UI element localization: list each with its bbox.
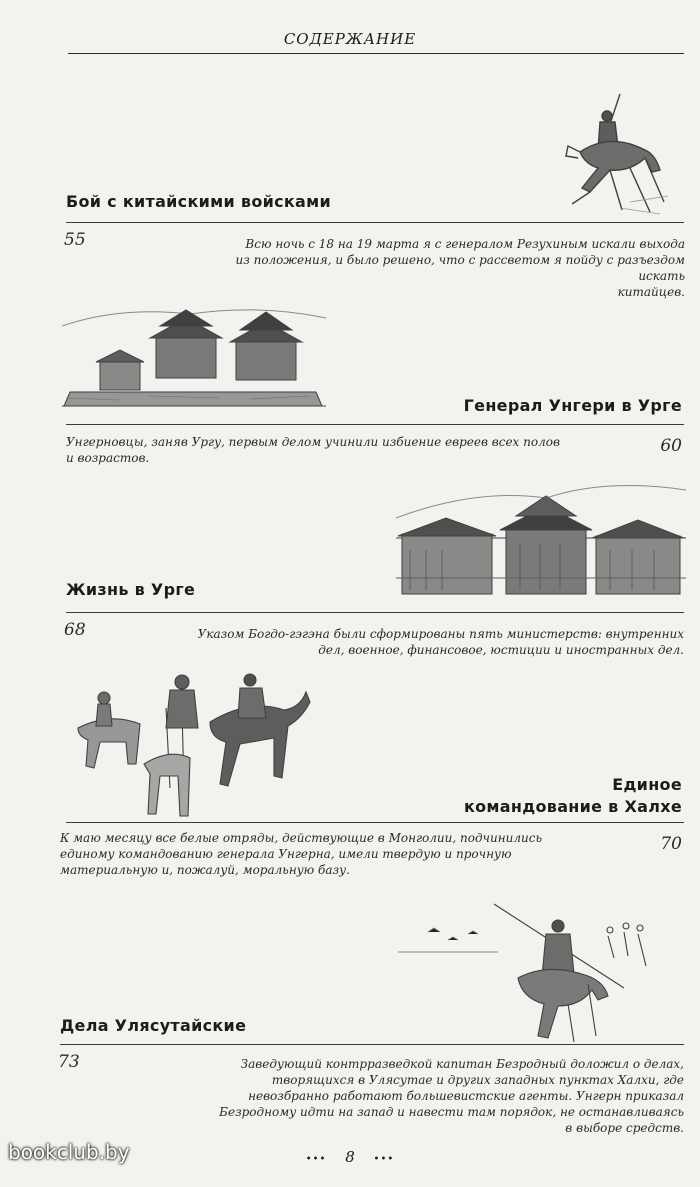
chapter-description-5: Заведующий контрразведкой капитан Безродный доложил о делах, творящихся в Улясутае и других западных пунктах Халхи, где невозбранно работают большевистские агенты. Унгерн приказал Безродному идти на запад и навести там порядок, не останавливаясь в выборе средств. bbox=[219, 1057, 684, 1135]
page-number-4: 70 bbox=[660, 834, 682, 854]
city-icon bbox=[396, 478, 686, 608]
chapter-rule-4 bbox=[66, 822, 684, 823]
horseman-icon bbox=[560, 92, 672, 220]
cavalry-group-icon bbox=[70, 668, 314, 818]
page-number: 8 bbox=[345, 1148, 355, 1166]
chapter-description-4: К маю месяцу все белые отряды, действующие в Монголии, подчинились единому командованию генерала Унгерна, имели твердую и прочную материальную и, пожалуй, моральную базу. bbox=[60, 831, 543, 877]
chapter-description-1: Всю ночь с 18 на 19 марта я с генералом Резухиным искали выхода из положения, и было решено, что с рассветом я пойду с разъездом искать китайцев. bbox=[235, 237, 685, 299]
header-rule bbox=[68, 53, 684, 54]
chapter-rule-2 bbox=[66, 424, 684, 425]
chapter-title-4: Единое командование в Халхе bbox=[463, 775, 682, 816]
temple-icon bbox=[60, 296, 328, 412]
chapter-title-2: Генерал Унгери в Урге bbox=[463, 396, 682, 415]
watermark: bookclub.by bbox=[8, 1140, 130, 1164]
chapter-rule-3 bbox=[66, 612, 684, 613]
lancer-icon bbox=[398, 896, 668, 1046]
chapter-rule-1 bbox=[66, 222, 684, 223]
page-header-title: СОДЕРЖАНИЕ bbox=[283, 30, 417, 48]
chapter-title-1: Бой с китайскими войсками bbox=[66, 192, 332, 211]
page-number-2: 60 bbox=[660, 436, 682, 456]
page-number-1: 55 bbox=[64, 230, 86, 250]
chapter-rule-5 bbox=[60, 1044, 684, 1045]
chapter-description-2: Унгерновцы, заняв Ургу, первым делом учинили избиение евреев всех полов и возрастов. bbox=[66, 435, 560, 465]
chapter-title-3: Жизнь в Урге bbox=[66, 580, 196, 599]
chapter-title-5: Дела Улясутайские bbox=[60, 1016, 247, 1035]
chapter-description-3: Указом Богдо-гэгэна были сформированы пять министерств: внутренних дел, военное, финансовое, юстиции и иностранных дел. bbox=[197, 627, 684, 657]
ornament-left-icon: ••• bbox=[305, 1154, 327, 1165]
ornament-right-icon: ••• bbox=[373, 1154, 395, 1165]
page-number-5: 73 bbox=[58, 1052, 80, 1072]
page-number-3: 68 bbox=[64, 620, 86, 640]
